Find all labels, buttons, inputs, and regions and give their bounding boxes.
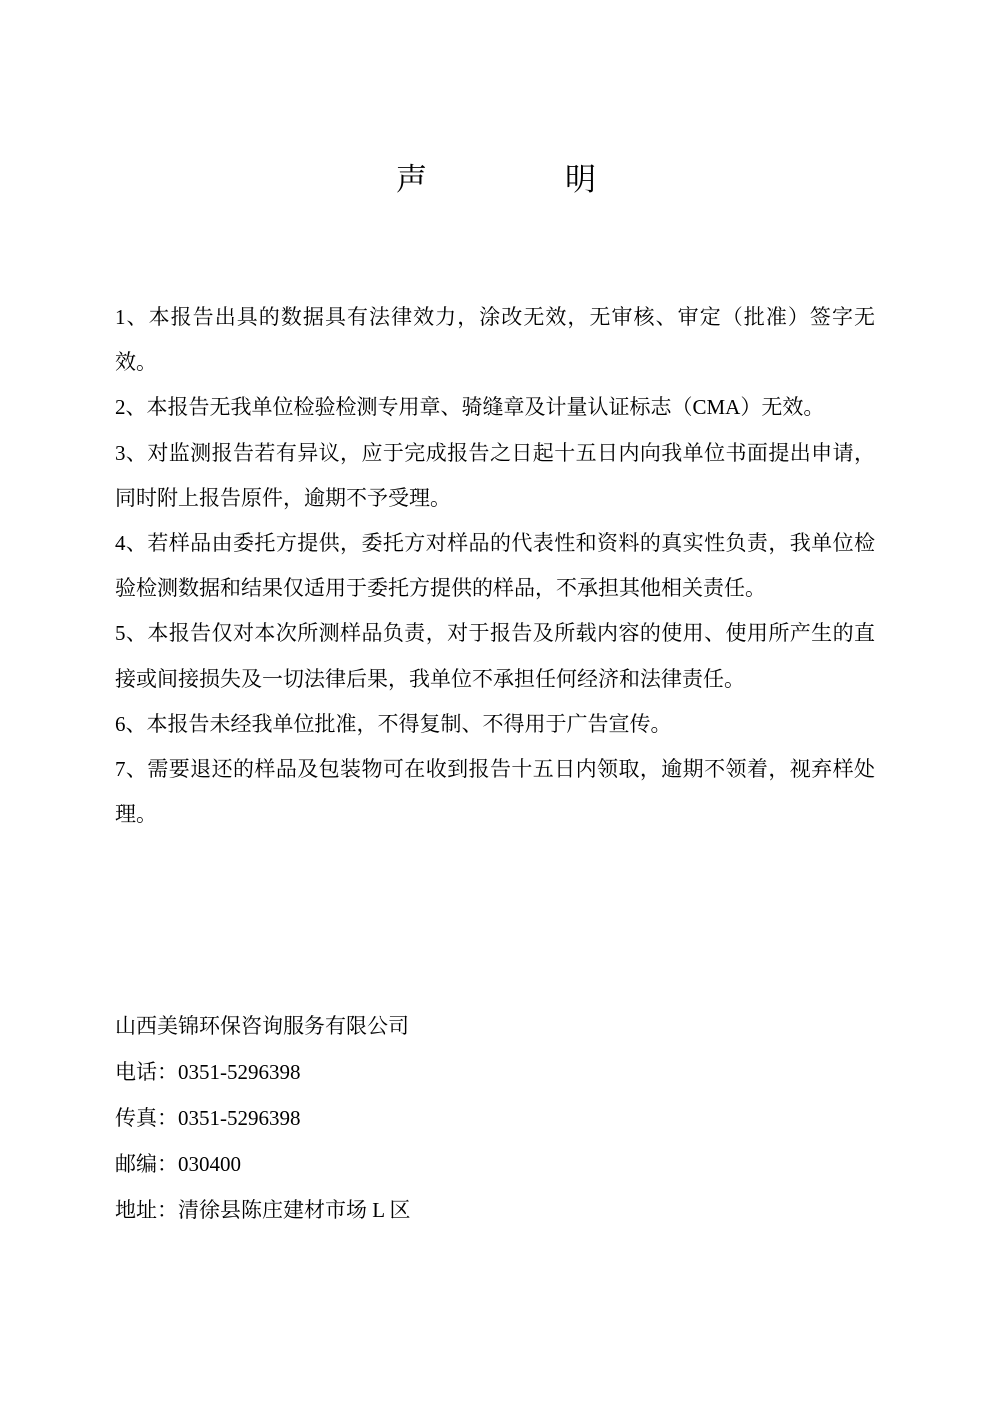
statement-item-5: 5、本报告仅对本次所测样品负责，对于报告及所载内容的使用、使用所产生的直接或间接损失及一切法律后果，我单位不承担任何经济和法律责任。 [115,621,875,691]
page-title-char-left: 声 [396,162,427,197]
postcode-line: 邮编：030400 [115,1152,241,1176]
statement-item-2: 2、本报告无我单位检验检测专用章、骑缝章及计量认证标志（CMA）无效。 [115,395,825,420]
page-title [0,160,992,200]
statement-item-4: 4、若样品由委托方提供，委托方对样品的代表性和资料的真实性负责，我单位检验检测数据和结果仅适用于委托方提供的样品，不承担其他相关责任。 [115,531,875,601]
statement-item-6: 6、本报告未经我单位批准，不得复制、不得用于广告宣传。 [115,711,672,736]
page-title-char-right: 明 [565,162,596,197]
contact-section [115,1003,875,1233]
statement-item-1: 1、本报告出具的数据具有法律效力，涂改无效，无审核、审定（批准）签字无效。 [115,305,875,375]
statements-section [115,295,875,837]
statement-item-3: 3、对监测报告若有异议，应于完成报告之日起十五日内向我单位书面提出申请，同时附上报告原件，逾期不予受理。 [115,440,875,510]
statement-item-7: 7、需要退还的样品及包装物可在收到报告十五日内领取，逾期不领着，视弃样处理。 [115,757,875,827]
address-line: 地址：清徐县陈庄建材市场 L 区 [115,1198,411,1222]
fax-line: 传真：0351-5296398 [115,1106,301,1130]
company-name: 山西美锦环保咨询服务有限公司 [115,1014,409,1038]
phone-line: 电话：0351-5296398 [115,1060,301,1084]
